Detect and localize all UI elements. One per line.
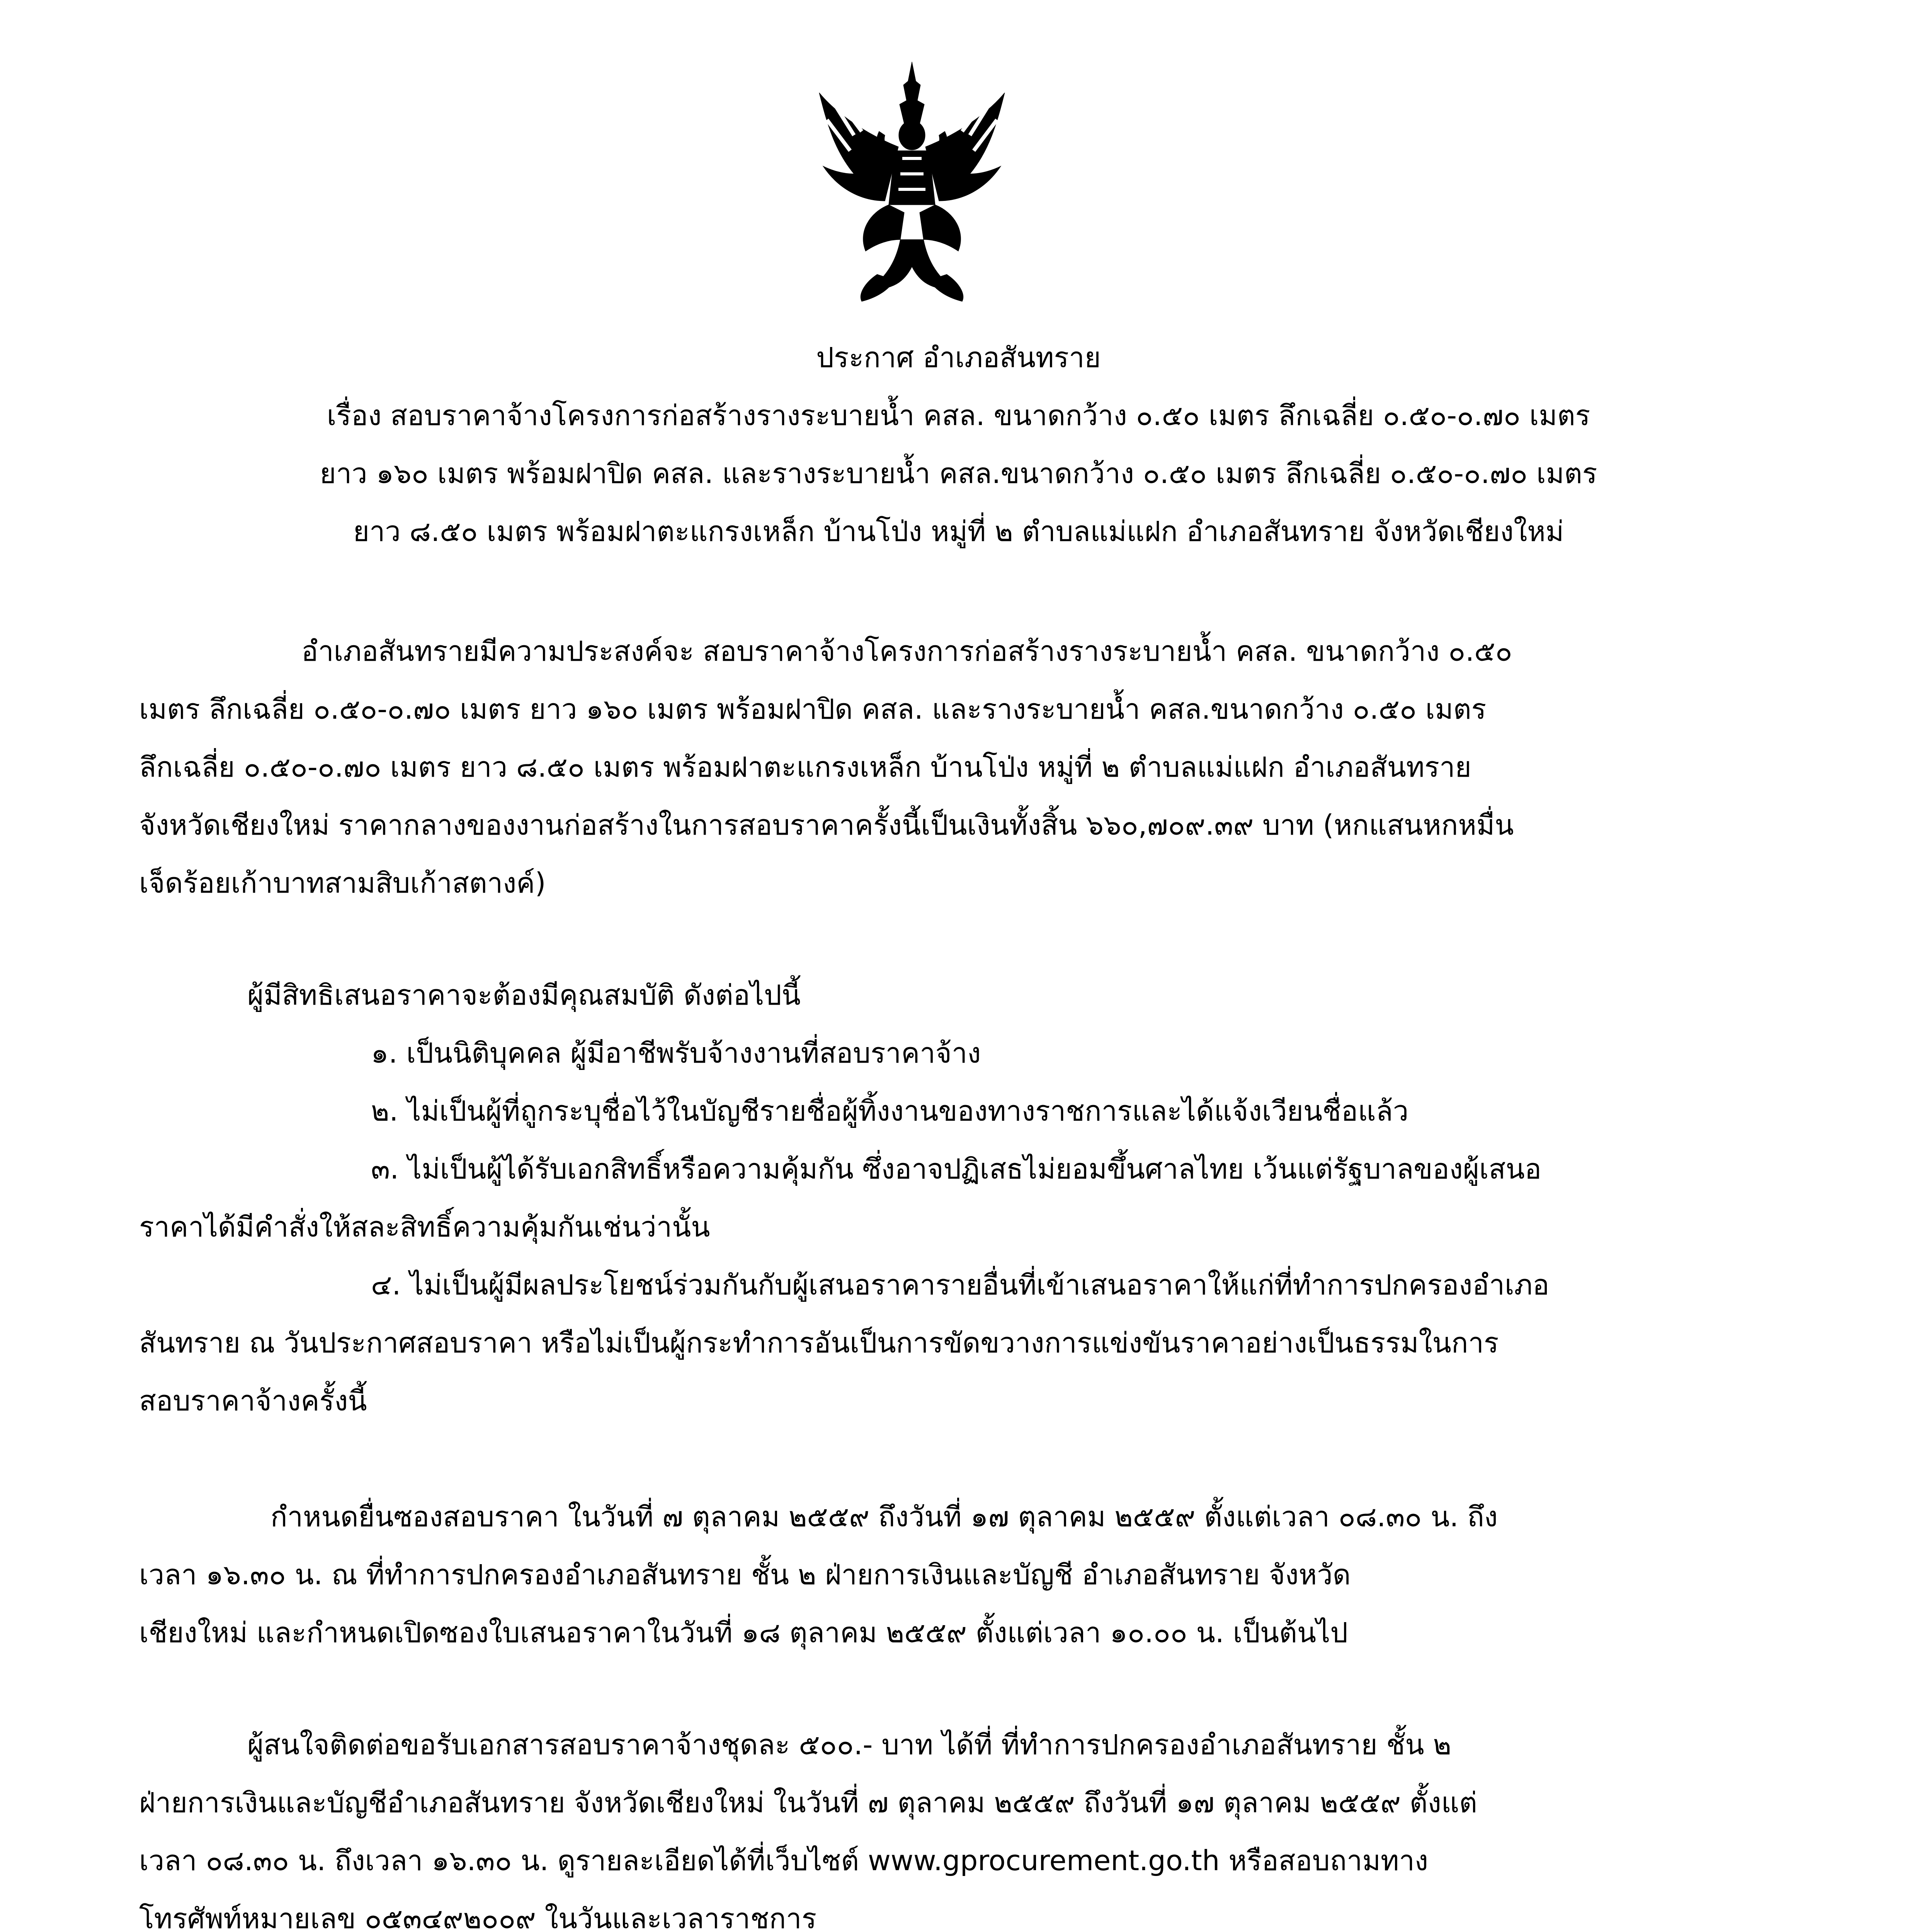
intro-line-2: เมตร ลึกเฉลี่ย ๐.๕๐-๐.๗๐ เมตร ยาว ๑๖๐ เมตร พร้อมฝาปิด คสล. และรางระบายน้ำ คสล.ขนาดกว้าง ๐.๕๐ เมตร	[139, 693, 1487, 725]
contact-line-4: โทรศัพท์หมายเลข ๐๕๓๔๙๒๐๐๙ ในวันและเวลาราชการ	[139, 1902, 817, 1932]
subject-line-3: ยาว ๘.๕๐ เมตร พร้อมฝาตะแกรงเหล็ก บ้านโป่ง หมู่ที่ ๒ ตำบลแม่แฝก อำเภอสันทราย จังหวัดเชียงใหม่	[353, 515, 1564, 548]
qualification-item-1: ๑. เป็นนิติบุคคล ผู้มีอาชีพรับจ้างงานที่สอบราคาจ้าง	[371, 1037, 981, 1069]
submission-line-1: กำหนดยื่นซองสอบราคา ในวันที่ ๗ ตุลาคม ๒๕๕๙ ถึงวันที่ ๑๗ ตุลาคม ๒๕๕๙ ตั้งแต่เวลา ๐๘.๓๐ น. ถึง	[270, 1500, 1498, 1533]
contact-line-1: ผู้สนใจติดต่อขอรับเอกสารสอบราคาจ้างชุดละ ๕๐๐.- บาท ได้ที่ ที่ทำการปกครองอำเภอสันทราย ชั้น ๒	[247, 1728, 1451, 1761]
contact-line-2: ฝ่ายการเงินและบัญชีอำเภอสันทราย จังหวัดเชียงใหม่ ในวันที่ ๗ ตุลาคม ๒๕๕๙ ถึงวันที่ ๑๗ ตุลาคม ๒๕๕๙ ตั้งแต่	[139, 1786, 1477, 1819]
qualification-item-3: ๓. ไม่เป็นผู้ได้รับเอกสิทธิ์หรือความคุ้มกัน ซึ่งอาจปฏิเสธไม่ยอมขึ้นศาลไทย เว้นแต่รัฐบาลของผู้เสนอ	[371, 1153, 1542, 1185]
submission-line-3: เชียงใหม่ และกำหนดเปิดซองใบเสนอราคาในวันที่ ๑๘ ตุลาคม ๒๕๕๙ ตั้งแต่เวลา ๑๐.๐๐ น. เป็นต้นไป	[139, 1616, 1348, 1649]
qualifications-heading: ผู้มีสิทธิเสนอราคาจะต้องมีคุณสมบัติ ดังต่อไปนี้	[247, 979, 801, 1011]
contact-line-3: เวลา ๐๘.๓๐ น. ถึงเวลา ๑๖.๓๐ น. ดูรายละเอียดได้ที่เว็บไซต์ www.gprocurement.go.th หรือสอบถามทาง	[139, 1844, 1429, 1877]
intro-line-5: เจ็ดร้อยเก้าบาทสามสิบเก้าสตางค์)	[139, 867, 546, 899]
garuda-emblem-icon	[811, 58, 1012, 305]
submission-line-2: เวลา ๑๖.๓๐ น. ณ ที่ทำการปกครองอำเภอสันทราย ชั้น ๒ ฝ่ายการเงินและบัญชี อำเภอสันทราย จังหวัด	[139, 1558, 1351, 1591]
subject-line-1: เรื่อง สอบราคาจ้างโครงการก่อสร้างรางระบายน้ำ คสล. ขนาดกว้าง ๐.๕๐ เมตร ลึกเฉลี่ย ๐.๕๐-๐.๗๐ เมตร	[327, 399, 1590, 432]
qualification-item-4-cont-1: สันทราย ณ วันประกาศสอบราคา หรือไม่เป็นผู้กระทำการอันเป็นการขัดขวางการแข่งขันราคาอย่างเป็นธรรมในการ	[139, 1327, 1499, 1359]
intro-line-3: ลึกเฉลี่ย ๐.๕๐-๐.๗๐ เมตร ยาว ๘.๕๐ เมตร พร้อมฝาตะแกรงเหล็ก บ้านโป่ง หมู่ที่ ๒ ตำบลแม่แฝก อำเภอสันทราย	[139, 751, 1471, 783]
subject-line-2: ยาว ๑๖๐ เมตร พร้อมฝาปิด คสล. และรางระบายน้ำ คสล.ขนาดกว้าง ๐.๕๐ เมตร ลึกเฉลี่ย ๐.๕๐-๐.๗๐ เมตร	[320, 457, 1597, 490]
announcement-title: ประกาศ อำเภอสันทราย	[816, 341, 1101, 374]
qualification-item-4-cont-2: สอบราคาจ้างครั้งนี้	[139, 1384, 367, 1417]
qualification-item-4: ๔. ไม่เป็นผู้มีผลประโยชน์ร่วมกันกับผู้เสนอราคารายอื่นที่เข้าเสนอราคาให้แก่ที่ทำการปกครองอำเภอ	[371, 1269, 1550, 1301]
intro-line-4: จังหวัดเชียงใหม่ ราคากลางของงานก่อสร้างในการสอบราคาครั้งนี้เป็นเงินทั้งสิ้น ๖๖๐,๗๐๙.๓๙ บาท (หกแสนหกหมื่น	[139, 809, 1514, 841]
qualification-item-3-cont: ราคาได้มีคำสั่งให้สละสิทธิ์ความคุ้มกันเช่นว่านั้น	[139, 1211, 710, 1243]
qualification-item-2: ๒. ไม่เป็นผู้ที่ถูกระบุชื่อไว้ในบัญชีรายชื่อผู้ทิ้งงานของทางราชการและได้แจ้งเวียนชื่อแล้ว	[371, 1095, 1409, 1127]
intro-line-1: อำเภอสันทรายมีความประสงค์จะ สอบราคาจ้างโครงการก่อสร้างรางระบายน้ำ คสล. ขนาดกว้าง ๐.๕๐	[301, 635, 1512, 667]
